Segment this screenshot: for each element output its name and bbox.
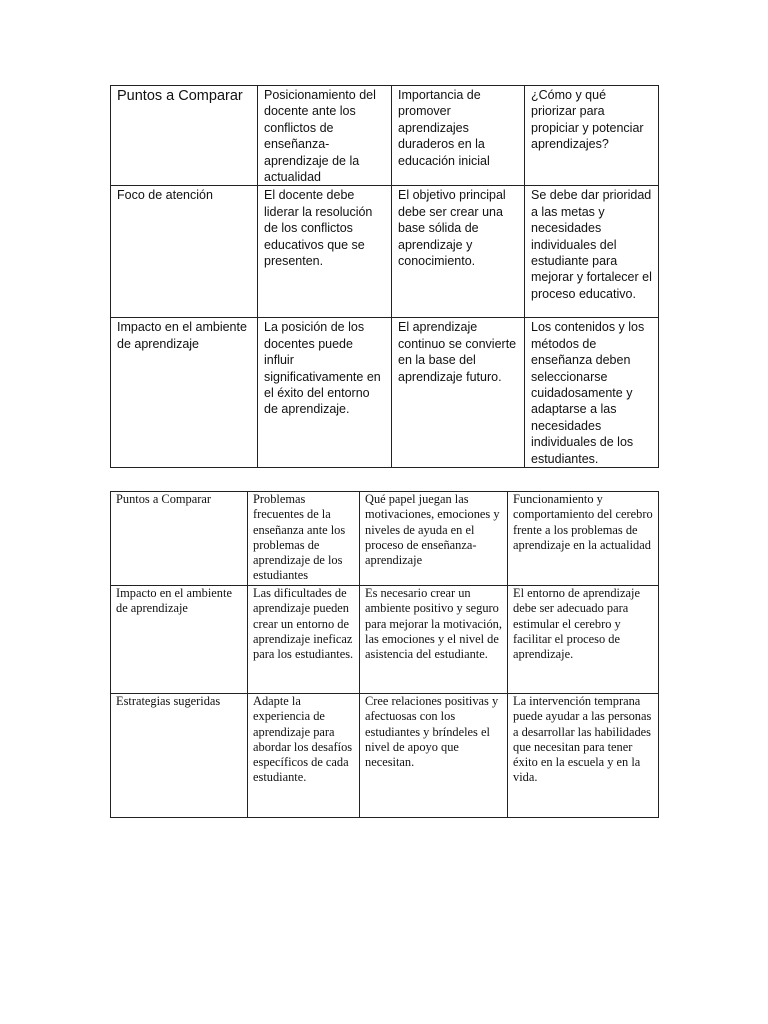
table-cell: La intervención temprana puede ayudar a las personas a desarrollar las habilidades que necesitan para tener éxito en la escuela y en la vida.	[508, 694, 659, 818]
header-cell: Importancia de promover aprendizajes duraderos en la educación inicial	[392, 86, 525, 186]
table-row	[111, 694, 659, 818]
table-header-row	[111, 86, 659, 186]
table-row	[111, 186, 659, 318]
header-cell: ¿Cómo y qué priorizar para propiciar y potenciar aprendizajes?	[525, 86, 659, 186]
table-cell: El docente debe liderar la resolución de los conflictos educativos que se presenten.	[258, 186, 392, 318]
comparison-table-2	[110, 491, 659, 818]
row-label-cell: Estrategias sugeridas	[111, 694, 248, 818]
table-cell: El objetivo principal debe ser crear una base sólida de aprendizaje y conocimiento.	[392, 186, 525, 318]
header-cell: Funcionamiento y comportamiento del cerebro frente a los problemas de aprendizaje en la actualidad	[508, 492, 659, 586]
header-cell: Posicionamiento del docente ante los conflictos de enseñanza-aprendizaje de la actualidad	[258, 86, 392, 186]
table-cell: Adapte la experiencia de aprendizaje para abordar los desafíos específicos de cada estudiante.	[248, 694, 360, 818]
table-row	[111, 586, 659, 694]
row-label-cell: Impacto en el ambiente de aprendizaje	[111, 318, 258, 468]
table-cell: El aprendizaje continuo se convierte en la base del aprendizaje futuro.	[392, 318, 525, 468]
table-cell: Las dificultades de aprendizaje pueden crear un entorno de aprendizaje ineficaz para los estudiantes.	[248, 586, 360, 694]
table-cell: La posición de los docentes puede influir significativamente en el éxito del entorno de aprendizaje.	[258, 318, 392, 468]
header-cell: Puntos a Comparar	[111, 492, 248, 586]
header-cell: Problemas frecuentes de la enseñanza ante los problemas de aprendizaje de los estudiantes	[248, 492, 360, 586]
header-cell: Puntos a Comparar	[111, 86, 258, 186]
table-row	[111, 318, 659, 468]
row-label-cell: Impacto en el ambiente de aprendizaje	[111, 586, 248, 694]
table-cell: El entorno de aprendizaje debe ser adecuado para estimular el cerebro y facilitar el proceso de aprendizaje.	[508, 586, 659, 694]
table-cell: Es necesario crear un ambiente positivo y seguro para mejorar la motivación, las emociones y el nivel de asistencia del estudiante.	[360, 586, 508, 694]
row-label-cell: Foco de atención	[111, 186, 258, 318]
table-header-row	[111, 492, 659, 586]
table-cell: Los contenidos y los métodos de enseñanza deben seleccionarse cuidadosamente y adaptarse a las necesidades individuales de los estudiantes.	[525, 318, 659, 468]
table-cell: Cree relaciones positivas y afectuosas con los estudiantes y bríndeles el nivel de apoyo que necesitan.	[360, 694, 508, 818]
comparison-table-1	[110, 85, 659, 468]
header-cell: Qué papel juegan las motivaciones, emociones y niveles de ayuda en el proceso de enseñanza-aprendizaje	[360, 492, 508, 586]
table-cell: Se debe dar prioridad a las metas y necesidades individuales del estudiante para mejorar y fortalecer el proceso educativo.	[525, 186, 659, 318]
